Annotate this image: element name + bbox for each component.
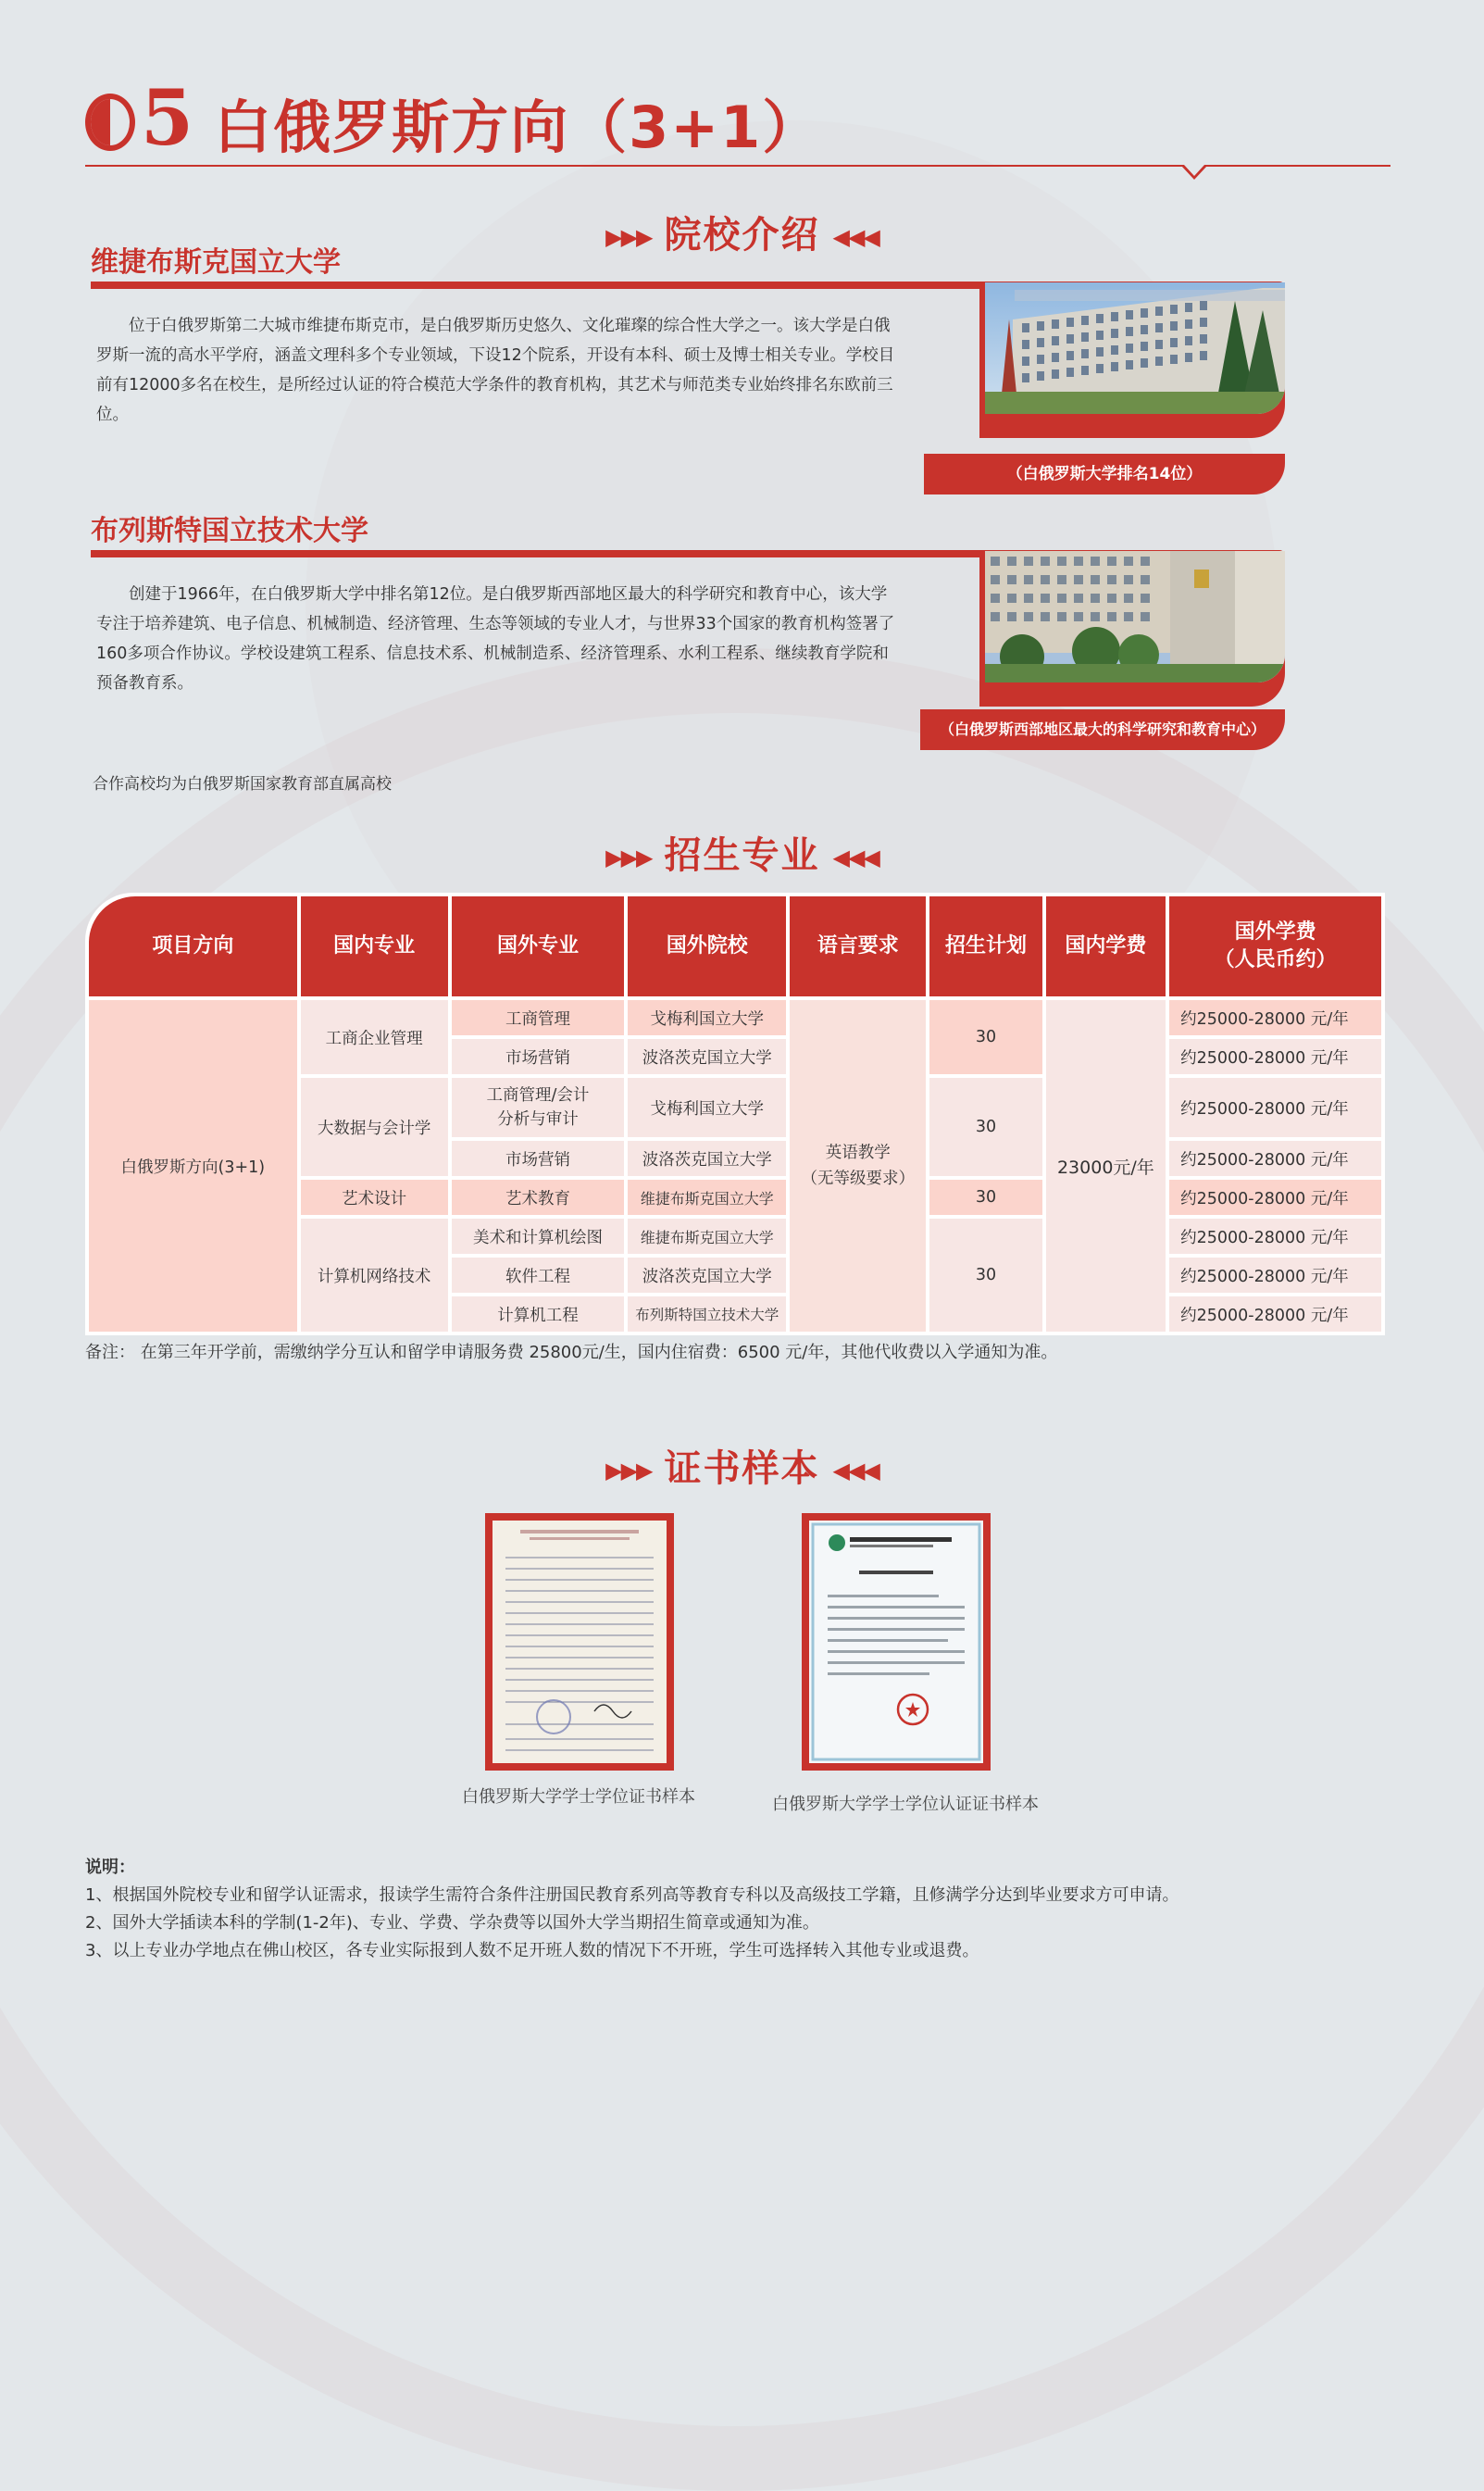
number-five: 5 [141,74,194,163]
university-caption: （白俄罗斯西部地区最大的科学研究和教育中心） [920,709,1285,750]
header-cell: 国外学费 （人民币约） [1169,896,1381,996]
section-title-intro: ▶▶▶ 院校介绍 ◀◀◀ [605,214,879,257]
table-remark: 备注： 在第三年开学前，需缴纳学分互认和留学申请服务费 25800元/生，国内住宿费：6500 元/年，其他代收费以入学通知为准。 [85,1343,1058,1362]
direction-cell: 白俄罗斯方向(3+1) [89,1000,297,1332]
section-title-majors: ▶▶▶ 招生专业 ◀◀◀ [605,834,879,877]
plan-cell: 30 [929,1078,1041,1176]
page-header [85,74,822,163]
school-cell: 波洛茨克国立大学 [628,1141,786,1176]
foreign-fee-cell: 约25000-28000 元/年 [1169,1296,1381,1332]
certificate-diploma [485,1513,674,1771]
foreign-major-cell: 工商管理 [452,1000,625,1035]
university-name: 维捷布斯克国立大学 [91,246,341,279]
domestic-fee-cell: 23000元/年 [1046,1000,1166,1332]
university-caption: （白俄罗斯大学排名14位） [924,454,1285,494]
arrow-right-icon: ▶▶▶ [605,845,652,870]
notes-title: 说明： [85,1858,135,1877]
school-cell: 戈梅利国立大学 [628,1000,786,1035]
section-title-cert: ▶▶▶ 证书样本 ◀◀◀ [605,1447,879,1490]
university-photo-frame [979,282,1285,438]
header-cell: 国外院校 [628,896,786,996]
number-zero-icon [85,94,135,151]
header-cell: 项目方向 [89,896,297,996]
university-brest [91,507,1285,767]
page-title: 白俄罗斯方向（3+1） [214,93,822,161]
arrow-left-icon: ◀◀◀ [832,845,879,870]
university-name: 布列斯特国立技术大学 [91,515,368,547]
foreign-major-cell: 计算机工程 [452,1296,625,1332]
section-number [85,74,194,163]
school-cell: 维捷布斯克国立大学 [628,1219,786,1254]
school-cell: 布列斯特国立技术大学 [628,1296,786,1332]
foreign-fee-cell: 约25000-28000 元/年 [1169,1258,1381,1293]
certificate-recognition [802,1513,991,1771]
foreign-major-cell: 软件工程 [452,1258,625,1293]
note-item: 1、根据国外院校专业和留学认证需求，报读学生需符合条件注册国民教育系列高等教育专科以及高级技工学籍，且修满学分达到毕业要求方可申请。 [85,1885,1179,1905]
table-header-row [89,896,1381,996]
note-item: 2、国外大学插读本科的学制(1-2年)、专业、学费、学杂费等以国外大学当期招生简章或通知为准。 [85,1913,819,1933]
notes [85,1854,1178,1965]
foreign-major-cell: 艺术教育 [452,1180,625,1215]
certificate-recognition-image [809,1521,983,1763]
header-notch [1181,166,1207,180]
university-photo [985,282,1285,414]
header-cell: 语言要求 [790,896,926,996]
foreign-major-cell: 工商管理/会计 分析与审计 [452,1078,625,1137]
foreign-major-cell: 市场营销 [452,1141,625,1176]
plan-cell: 30 [929,1219,1041,1332]
foreign-fee-cell: 约25000-28000 元/年 [1169,1039,1381,1074]
arrow-left-icon: ◀◀◀ [832,224,879,250]
arrow-right-icon: ▶▶▶ [605,1458,652,1483]
university-photo [985,551,1285,682]
school-cell: 波洛茨克国立大学 [628,1258,786,1293]
foreign-fee-cell: 约25000-28000 元/年 [1169,1180,1381,1215]
header-cell: 招生计划 [929,896,1041,996]
school-cell: 戈梅利国立大学 [628,1078,786,1137]
domestic-major-cell: 工商企业管理 [301,1000,448,1074]
foreign-fee-cell: 约25000-28000 元/年 [1169,1000,1381,1035]
domestic-major-cell: 计算机网络技术 [301,1219,448,1332]
school-cell: 波洛茨克国立大学 [628,1039,786,1074]
university-photo-frame [979,551,1285,707]
domestic-major-cell: 大数据与会计学 [301,1078,448,1176]
admission-table-grid [85,893,1385,1335]
foreign-fee-cell: 约25000-28000 元/年 [1169,1078,1381,1137]
table-row [89,1000,1381,1035]
university-description: 创建于1966年，在白俄罗斯大学中排名第12位。是白俄罗斯西部地区最大的科学研究和教育中心，该大学专注于培养建筑、电子信息、机械制造、经济管理、生态等领域的专业人才，与世界33个国家的教育机构签署了160多项合作协议。学校设建筑工程系、信息技术系、机械制造系、经济管理系、水利工程系、继续教育学院和预备教育系。 [96,585,895,693]
certificate-caption: 白俄罗斯大学学士学位认证证书样本 [772,1795,1039,1814]
partner-note: 合作高校均为白俄罗斯国家教育部直属高校 [93,775,392,794]
foreign-major-cell: 美术和计算机绘图 [452,1219,625,1254]
admission-table [85,893,1385,1335]
header-cell: 国内专业 [301,896,448,996]
plan-cell: 30 [929,1000,1041,1074]
university-description: 位于白俄罗斯第二大城市维捷布斯克市，是白俄罗斯历史悠久、文化璀璨的综合性大学之一。该大学是白俄罗斯一流的高水平学府，涵盖文理科多个专业领域，下设12个院系，开设有本科、硕士及博士相关专业。学校目前有12000多名在校生，是所经过认证的符合模范大学条件的教育机构，其艺术与师范类专业始终排名东欧前三位。 [96,317,895,424]
university-vitebsk [91,239,1285,498]
plan-cell: 30 [929,1180,1041,1215]
arrow-left-icon: ◀◀◀ [832,1458,879,1483]
header-cell: 国外专业 [452,896,625,996]
foreign-major-cell: 市场营销 [452,1039,625,1074]
header-cell: 国内学费 [1046,896,1166,996]
school-cell: 维捷布斯克国立大学 [628,1180,786,1215]
arrow-right-icon: ▶▶▶ [605,224,652,250]
note-item: 3、以上专业办学地点在佛山校区，各专业实际报到人数不足开班人数的情况下不开班，学生可选择转入其他专业或退费。 [85,1941,979,1960]
language-cell: 英语教学 （无等级要求） [790,1000,926,1332]
foreign-fee-cell: 约25000-28000 元/年 [1169,1219,1381,1254]
foreign-fee-cell: 约25000-28000 元/年 [1169,1141,1381,1176]
certificate-caption: 白俄罗斯大学学士学位证书样本 [462,1787,695,1807]
certificate-diploma-image [493,1521,667,1763]
domestic-major-cell: 艺术设计 [301,1180,448,1215]
